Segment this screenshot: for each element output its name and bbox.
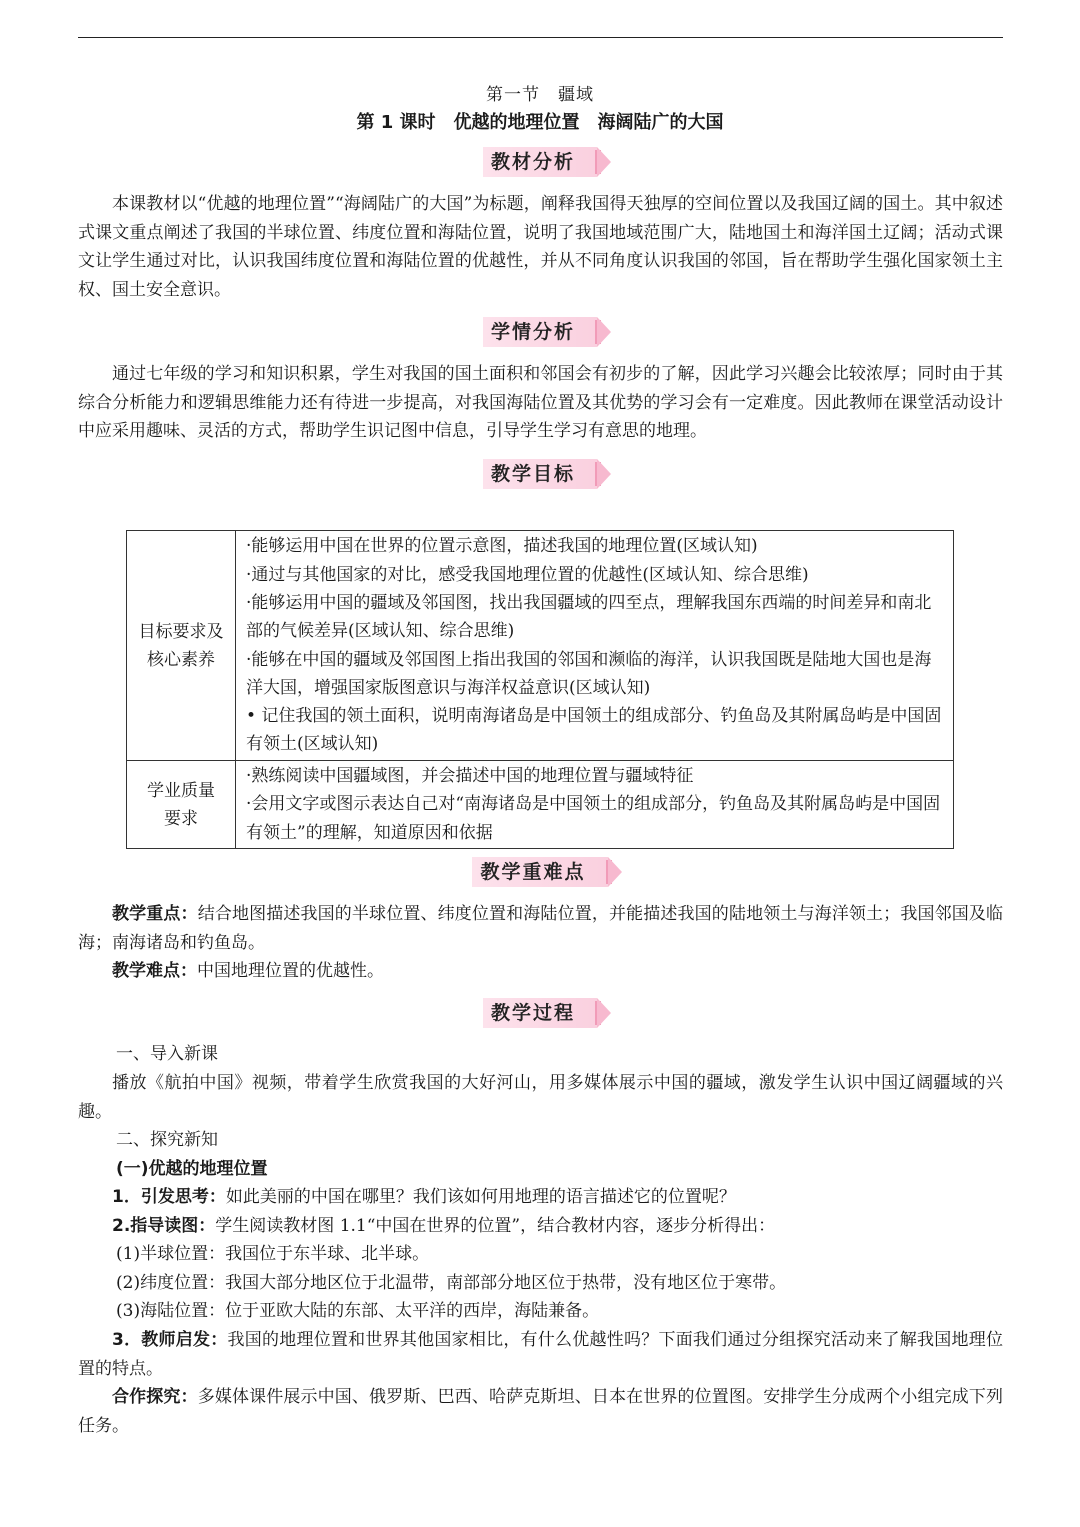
focus-paragraph (78, 900, 1003, 957)
list-item: ·会用文字或图示表达自己对“南海诸岛是中国领土的组成部分，钓鱼岛及其附属岛屿是中国固有领土”的理解，知道原因和依据 (246, 794, 941, 843)
list-item: ·熟练阅读中国疆域图，并会描述中国的地理位置与疆域特征 (246, 766, 694, 787)
list-item: • 记住我国的领土面积，说明南海诸岛是中国领土的组成部分、钓鱼岛及其附属岛屿是中国固有领土(区域认知) (246, 706, 942, 755)
difficulty-label: 教学难点： (112, 961, 197, 981)
step2-title: 二、探究新知 (116, 1130, 218, 1150)
list-item: ·能够运用中国的疆域及邻国图，找出我国疆域的四至点，理解我国东西端的时间差异和南北部的气候差异(区域认知、综合思维) (246, 592, 932, 642)
difficulty-paragraph (78, 957, 1003, 986)
coop-paragraph: 合作探究：多媒体课件展示中国、俄罗斯、巴西、哈萨克斯坦、日本在世界的位置图。安排学生分成两个小组完成下列任务。 (78, 1387, 1003, 1436)
point-hemisphere: (1)半球位置：我国位于东半球、北半球。 (116, 1244, 430, 1264)
focus-text: 结合地图描述我国的半球位置、纬度位置和海陆位置，并能描述我国的陆地领土与海洋领土；我国邻国及临海；南海诸岛和钓鱼岛。 (78, 904, 1003, 953)
quality-row-body (236, 761, 954, 849)
banner-textbook-analysis: 教材分析 (0, 147, 1080, 177)
goals-table (126, 530, 954, 849)
difficulty-text: 中国地理位置的优越性。 (197, 961, 384, 981)
student-analysis-paragraph: 通过七年级的学习和知识积累，学生对我国的国土面积和邻国会有初步的了解，因此学习兴趣会比较浓厚；同时由于其综合分析能力和逻辑思维能力还有待进一步提高，对我国海陆位置及其优势的学习会有一定难度。因此教师在课堂活动设计中应采用趣味、灵活的方式，帮助学生识记图中信息，引导学生学习有意思的地理。 (78, 364, 1003, 441)
list-item: ·能够在中国的疆域及邻国图上指出我国的邻国和濒临的海洋，认识我国既是陆地大国也是海洋大国，增强国家版图意识与海洋权益意识(区域认知) (246, 649, 932, 698)
table-row (127, 531, 954, 761)
q2-paragraph: 2.指导读图：学生阅读教材图 1.1“中国在世界的位置”，结合教材内容，逐步分析得出： (112, 1216, 776, 1236)
lesson-title: 第 1 课时 优越的地理位置 海阔陆广的大国 (356, 112, 724, 133)
header-rule (78, 37, 1003, 38)
q3-paragraph: 3．教师启发：我国的地理位置和世界其他国家相比，有什么优越性吗？下面我们通过分组探究活动来了解我国地理位置的特点。 (78, 1330, 1003, 1379)
banner-student-analysis: 学情分析 (0, 317, 1080, 347)
textbook-analysis-paragraph: 本课教材以“优越的地理位置”“海阔陆广的大国”为标题，阐释我国得天独厚的空间位置以及我国辽阔的国土。其中叙述式课文重点阐述了我国的半球位置、纬度位置和海陆位置，说明了我国地域范围广大，陆地国土和海洋国土辽阔；活动式课文让学生通过对比，认识我国纬度位置和海陆位置的优越性，并从不同角度认识我国的邻国，旨在帮助学生强化国家领土主权、国土安全意识。 (78, 194, 1003, 300)
list-item: ·通过与其他国家的对比，感受我国地理位置的优越性(区域认知、综合思维) (246, 564, 809, 585)
step1-title: 一、导入新课 (116, 1044, 218, 1064)
point-latitude: (2)纬度位置：我国大部分地区位于北温带，南部部分地区位于热带，没有地区位于寒带。 (116, 1273, 787, 1293)
section-title: 第一节 疆域 (486, 85, 594, 105)
quality-row-head: 学业质量要求 (127, 761, 236, 849)
table-row (127, 761, 954, 849)
point-sea-land: (3)海陆位置：位于亚欧大陆的东部、太平洋的西岸，海陆兼备。 (116, 1301, 600, 1321)
list-item: ·能够运用中国在世界的位置示意图，描述我国的地理位置(区域认知) (246, 536, 758, 557)
q1-paragraph: 1．引发思考：如此美丽的中国在哪里？我们该如何用地理的语言描述它的位置呢？ (112, 1187, 736, 1207)
focus-label: 教学重点： (112, 904, 198, 924)
banner-teaching-process: 教学过程 (0, 998, 1080, 1028)
goals-row-head: 目标要求及核心素养 (127, 531, 236, 761)
sub1-title: (一)优越的地理位置 (116, 1159, 268, 1179)
banner-teaching-goals: 教学目标 (0, 459, 1080, 489)
banner-key-points: 教学重难点 (0, 857, 1080, 887)
step1-paragraph: 播放《航拍中国》视频，带着学生欣赏我国的大好河山，用多媒体展示中国的疆域，激发学生认识中国辽阔疆域的兴趣。 (78, 1073, 1003, 1122)
goals-row-body (236, 531, 954, 761)
